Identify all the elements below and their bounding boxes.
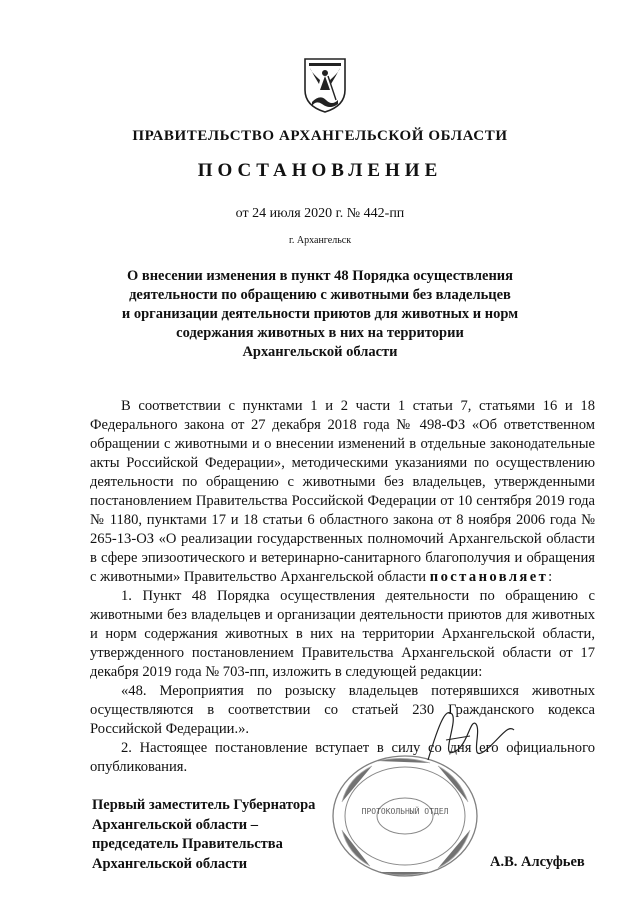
clause-48-paragraph: «48. Мероприятия по розыску владельцев потерявшихся животных осуществляются в соответствии со статьей 230 Гражданского кодекса Российской Федерации.». — [90, 683, 595, 737]
signer-line: Архангельской области — [92, 855, 248, 872]
signer-name: А.В. Алсуфьев — [490, 854, 585, 870]
signer-line: Первый заместитель Губернатора — [92, 797, 316, 813]
preamble-paragraph: В соответствии с пунктами 1 и 2 части 1 статьи 7, статьями 16 и 18 Федерального закона от 27 декабря 2018 года № 498-ФЗ «Об ответственном обращении с животными и о внесении изменений в отдельные законодательные акты Российской Федерации», методическими указаниями по осуществлению деятельности по обращению с животными без владельцев, утвержденными постановлением Правительства Российской Федерации от 10 сентября 2019 года № 1180, пунктами 17 и 18 статьи 6 областного закона от 8 ноября 2006 года № 265-13-ОЗ «О реализации государственных полномочий Архангельской области в сфере эпизоотического и ветеринарно-санитарного благополучия и обращения с животными» Правительство Архангельской области постановляет: — [90, 398, 595, 585]
clause-2-paragraph: 2. Настоящее постановление вступает в силу со дня его официального опубликования. — [90, 740, 595, 775]
government-name: ПРАВИТЕЛЬСТВО АРХАНГЕЛЬСКОЙ ОБЛАСТИ — [132, 128, 508, 144]
signer-line: председатель Правительства — [92, 836, 283, 852]
signer-line: Архангельской области – — [92, 816, 258, 833]
clause-1-paragraph: 1. Пункт 48 Порядка осуществления деятельности по обращению с животными без владельцев и организации деятельности приютов для животных и норм содержания животных в них на территории Архангельской области, утвержденного постановлением Правительства Архангельской области от 17 декабря 2019 года № 703-пп, изложить в следующей редакции: — [90, 588, 595, 680]
coat-of-arms-icon — [302, 56, 348, 114]
title-line: Архангельской области — [242, 344, 398, 360]
title-line: содержания животных в них на территории — [176, 325, 464, 341]
stamp-text: ПРОТОКОЛЬНЫЙ ОТДЕЛ — [361, 807, 449, 816]
decree-body — [90, 397, 595, 777]
signer-position — [92, 796, 315, 874]
title-line: О внесении изменения в пункт 48 Порядка осуществления — [126, 268, 514, 284]
document-type: ПОСТАНОВЛЕНИЕ — [197, 160, 443, 181]
resolves-word: постановляет — [429, 569, 549, 585]
title-line: и организации деятельности приютов для животных и норм — [121, 306, 519, 322]
title-line: деятельности по обращению с животными без владельцев — [129, 287, 511, 303]
decree-title — [0, 267, 640, 362]
city: г. Архангельск — [288, 235, 352, 246]
decree-date-number: от 24 июля 2020 г. № 442-пп — [235, 206, 405, 221]
